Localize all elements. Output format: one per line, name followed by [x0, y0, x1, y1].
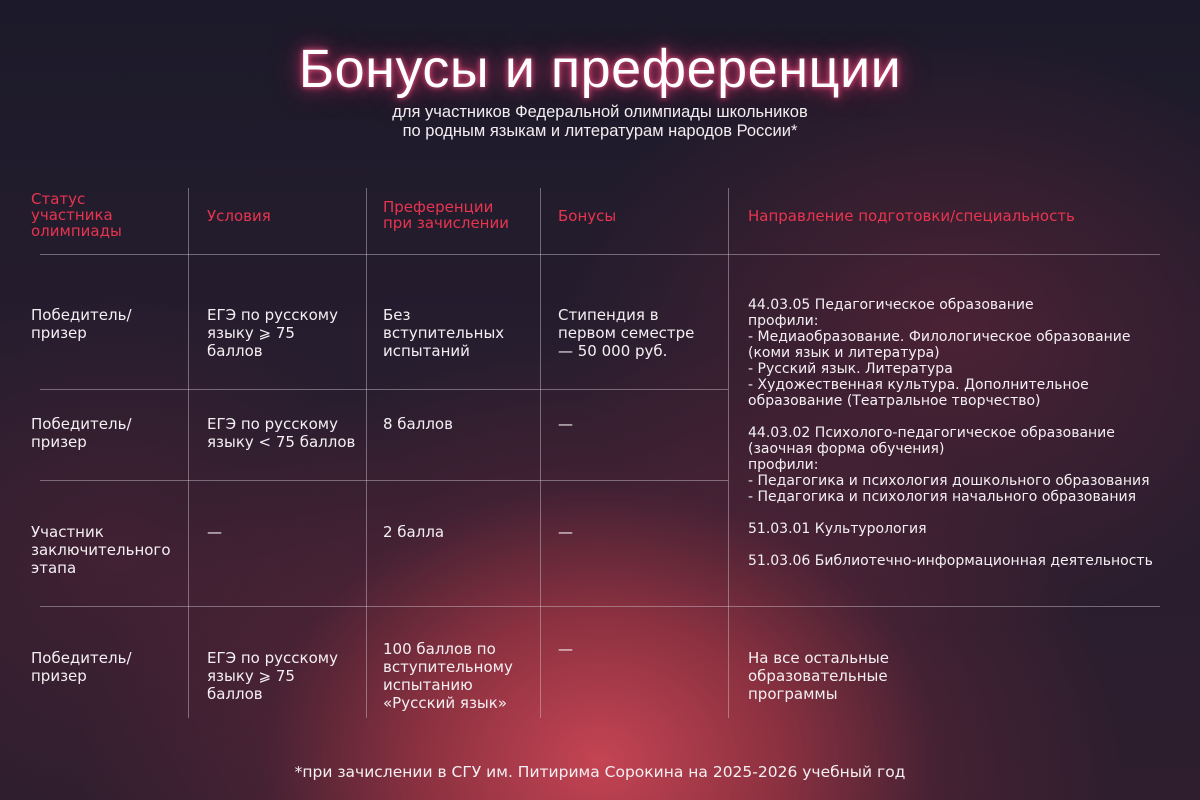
row4-conditions: ЕГЭ по русскому языку ⩾ 75 баллов: [207, 649, 338, 703]
column-header-conditions: Условия: [207, 207, 271, 225]
direction-item: 51.03.06 Библиотечно-информационная деятельность: [748, 553, 1153, 569]
row1-status: Победитель/ призер: [31, 306, 132, 342]
page-title: Бонусы и преференции: [298, 39, 902, 99]
row4-bonuses: —: [558, 640, 573, 658]
column-divider: [728, 188, 729, 718]
page-subtitle: [0, 103, 1200, 141]
direction-list: [748, 297, 1188, 569]
subtitle-line-1: для участников Федеральной олимпиады школьников: [392, 103, 808, 121]
row3-preferences: 2 балла: [383, 523, 445, 541]
row3-conditions: —: [207, 523, 222, 541]
direction-item: 44.03.05 Педагогическое образование профили: - Медиаобразование. Филологическое образование (коми язык и литература) - Русский язык. Литература - Художественная культура. Дополнительное образование (Театральное творчество): [748, 297, 1131, 409]
row2-preferences: 8 баллов: [383, 415, 453, 433]
row4-status: Победитель/ призер: [31, 649, 132, 685]
row1-preferences: Без вступительных испытаний: [383, 306, 505, 360]
row-divider: [40, 480, 728, 481]
row4-direction: На все остальные образовательные программы: [748, 649, 889, 703]
row2-bonuses: —: [558, 415, 573, 433]
row4-preferences: 100 баллов по вступительному испытанию «Русский язык»: [383, 640, 513, 712]
row-divider: [40, 389, 728, 390]
column-header-status: Статус участника олимпиады: [31, 190, 122, 240]
row2-conditions: ЕГЭ по русскому языку < 75 баллов: [207, 415, 356, 451]
direction-item: 44.03.02 Психолого-педагогическое образование (заочная форма обучения) профили: - Педагогика и психология дошкольного образования - Педагогика и психология начального образования: [748, 425, 1150, 505]
row1-bonuses: Стипендия в первом семестре — 50 000 руб.: [558, 306, 695, 360]
column-header-preferences: Преференции при зачислении: [383, 198, 509, 232]
row-divider: [40, 606, 1160, 607]
direction-item: 51.03.01 Культурология: [748, 521, 927, 537]
row3-status: Участник заключительного этапа: [31, 523, 171, 577]
column-header-bonuses: Бонусы: [558, 207, 617, 225]
subtitle-line-2: по родным языкам и литературам народов России*: [402, 122, 798, 140]
row2-status: Победитель/ призер: [31, 415, 132, 451]
footnote: *при зачислении в СГУ им. Питирима Сорокина на 2025-2026 учебный год: [294, 763, 906, 781]
column-divider: [366, 188, 367, 718]
row-divider: [40, 254, 1160, 255]
column-divider: [540, 188, 541, 718]
column-header-direction: Направление подготовки/специальность: [748, 207, 1075, 225]
row3-bonuses: —: [558, 523, 573, 541]
column-divider: [188, 188, 189, 718]
row1-conditions: ЕГЭ по русскому языку ⩾ 75 баллов: [207, 306, 338, 360]
